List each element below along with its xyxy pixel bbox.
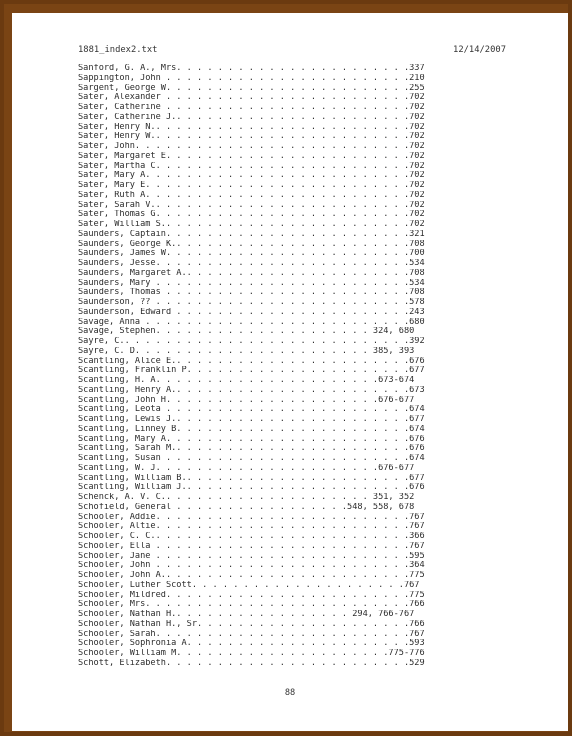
- index-entry: Scantling, Linney B. . . . . . . . . . . . . . . . . . . . . . .674: [78, 424, 425, 434]
- index-entry: Schooler, Luther Scott. . . . . . . . . . . . . . . . . . . . .767: [78, 580, 420, 590]
- index-entry: Sater, Sarah V.. . . . . . . . . . . . . . . . . . . . . . . . .702: [78, 200, 425, 210]
- index-entry: Scantling, Sarah M.. . . . . . . . . . . . . . . . . . . . . . .676: [78, 444, 425, 454]
- index-entry: Saunders, Captain. . . . . . . . . . . . . . . . . . . . . . . .321: [78, 229, 425, 239]
- index-entry: Saunders, James W. . . . . . . . . . . . . . . . . . . . . . . .700: [78, 249, 425, 259]
- index-entry: Schooler, Nathan H., Sr. . . . . . . . . . . . . . . . . . . . .766: [78, 619, 425, 629]
- index-entry: Schooler, William M. . . . . . . . . . . . . . . . . . . . .775-776: [78, 649, 425, 658]
- index-entry: Sater, Catherine . . . . . . . . . . . . . . . . . . . . . . . .702: [78, 103, 425, 112]
- index-entry: Sater, Ruth A. . . . . . . . . . . . . . . . . . . . . . . . . .702: [78, 190, 425, 200]
- index-entry: Scantling, Leota . . . . . . . . . . . . . . . . . . . . . . . .674: [78, 405, 425, 415]
- index-entry: Schooler, Mildred. . . . . . . . . . . . . . . . . . . . . . . .775: [78, 590, 425, 600]
- index-entry: Schooler, Sarah. . . . . . . . . . . . . . . . . . . . . . . . .767: [78, 629, 425, 639]
- index-entry: Schooler, John . . . . . . . . . . . . . . . . . . . . . . . . .364: [78, 561, 425, 571]
- page-number: 88: [284, 688, 296, 698]
- index-entry: Sater, Alexander . . . . . . . . . . . . . . . . . . . . . . . .702: [78, 93, 425, 103]
- index-entry: Schooler, John A.. . . . . . . . . . . . . . . . . . . . . . . .775: [78, 571, 425, 580]
- index-entry: Sater, Henry W.. . . . . . . . . . . . . . . . . . . . . . . . .702: [78, 132, 425, 142]
- index-entry: Sayre, C.. . . . . . . . . . . . . . . . . . . . . . . . . . . .392: [78, 337, 425, 346]
- header-date: 12/14/2007: [453, 45, 506, 55]
- index-entry: Schooler, Nathan H.. . . . . . . . . . . . . . . . . 294, 766-767: [78, 610, 415, 619]
- index-entry: Sater, Catherine J.. . . . . . . . . . . . . . . . . . . . . . .702: [78, 112, 425, 122]
- index-entry: Savage, Stephen. . . . . . . . . . . . . . . . . . . . . 324, 680: [78, 327, 415, 337]
- index-entry: Sater, John. . . . . . . . . . . . . . . . . . . . . . . . . . .702: [78, 142, 425, 151]
- index-entry: Scantling, Henry A.. . . . . . . . . . . . . . . . . . . . . . .673: [78, 385, 425, 395]
- index-entry: Sanford, G. A., Mrs. . . . . . . . . . . . . . . . . . . . . . .337: [78, 64, 425, 73]
- index-entry: Scantling, William J.. . . . . . . . . . . . . . . . . . . . . .676: [78, 483, 425, 493]
- index-entry: Saunders, Margaret A.. . . . . . . . . . . . . . . . . . . . . .708: [78, 268, 425, 278]
- page-header: [78, 45, 506, 55]
- header-filename: 1881_index2.txt: [78, 45, 158, 55]
- index-entry: Schooler, Sophronia A. . . . . . . . . . . . . . . . . . . . . .593: [78, 639, 425, 649]
- index-entry: Saunders, George K.. . . . . . . . . . . . . . . . . . . . . . .708: [78, 239, 425, 249]
- index-entry: Scantling, Mary A. . . . . . . . . . . . . . . . . . . . . . . .676: [78, 434, 425, 444]
- index-entry: Saunderson, Edward . . . . . . . . . . . . . . . . . . . . . . .243: [78, 307, 425, 317]
- index-entry: Schott, Elizabeth. . . . . . . . . . . . . . . . . . . . . . . .529: [78, 658, 425, 668]
- index-entry: Schooler, Ella . . . . . . . . . . . . . . . . . . . . . . . . .767: [78, 541, 425, 551]
- index-entry: Sater, William S.. . . . . . . . . . . . . . . . . . . . . . . .702: [78, 220, 425, 229]
- index-entry: Scantling, William B.. . . . . . . . . . . . . . . . . . . . . .677: [78, 473, 425, 483]
- index-entry: Sater, Margaret E. . . . . . . . . . . . . . . . . . . . . . . .702: [78, 151, 425, 161]
- index-entry: Saunders, Mary . . . . . . . . . . . . . . . . . . . . . . . . .534: [78, 278, 425, 288]
- index-entry: Scantling, Franklin P. . . . . . . . . . . . . . . . . . . . . .677: [78, 366, 425, 376]
- index-entry: Schooler, Mrs. . . . . . . . . . . . . . . . . . . . . . . . . .766: [78, 600, 425, 610]
- index-entry: Scantling, H. A. . . . . . . . . . . . . . . . . . . . . .673-674: [78, 376, 415, 385]
- index-entry: Sater, Martha C. . . . . . . . . . . . . . . . . . . . . . . . .702: [78, 161, 425, 171]
- index-entry: Schooler, Addie. . . . . . . . . . . . . . . . . . . . . . . . .767: [78, 512, 425, 522]
- index-entry: Sater, Mary E. . . . . . . . . . . . . . . . . . . . . . . . . .702: [78, 181, 425, 190]
- document-frame: [4, 4, 568, 732]
- index-entry: Sayre, C. D. . . . . . . . . . . . . . . . . . . . . . . 385, 393: [78, 346, 415, 356]
- index-entries-list: [78, 64, 440, 669]
- index-entry: Scantling, Lewis J.. . . . . . . . . . . . . . . . . . . . . . .677: [78, 415, 425, 424]
- index-entry: Schooler, Jane . . . . . . . . . . . . . . . . . . . . . . . . .595: [78, 551, 425, 561]
- index-entry: Sater, Mary A. . . . . . . . . . . . . . . . . . . . . . . . . .702: [78, 171, 425, 181]
- index-entry: Sater, Thomas G. . . . . . . . . . . . . . . . . . . . . . . . .702: [78, 210, 425, 220]
- index-entry: Schooler, C. C.. . . . . . . . . . . . . . . . . . . . . . . . .366: [78, 532, 425, 541]
- index-entry: Scantling, Susan . . . . . . . . . . . . . . . . . . . . . . . .674: [78, 454, 425, 463]
- index-entry: Saunderson, ?? . . . . . . . . . . . . . . . . . . . . . . . . .578: [78, 298, 425, 307]
- index-entry: Saunders, Thomas . . . . . . . . . . . . . . . . . . . . . . . .708: [78, 288, 425, 298]
- index-entry: Scantling, Alice E.. . . . . . . . . . . . . . . . . . . . . . .676: [78, 356, 425, 366]
- index-entry: Schofield, General . . . . . . . . . . . . . . . . .548, 558, 678: [78, 502, 415, 512]
- index-entry: Scantling, John H. . . . . . . . . . . . . . . . . . . . .676-677: [78, 395, 415, 405]
- index-entry: Schenck, A. V. C.. . . . . . . . . . . . . . . . . . . . 351, 352: [78, 493, 415, 502]
- index-entry: Scantling, W. J. . . . . . . . . . . . . . . . . . . . . .676-677: [78, 463, 415, 473]
- index-entry: Saunders, Jesse. . . . . . . . . . . . . . . . . . . . . . . . .534: [78, 259, 425, 268]
- index-entry: Sargent, George W. . . . . . . . . . . . . . . . . . . . . . . .255: [78, 83, 425, 93]
- index-entry: Savage, Anna . . . . . . . . . . . . . . . . . . . . . . . . . .680: [78, 317, 425, 327]
- index-entry: Schooler, Altie. . . . . . . . . . . . . . . . . . . . . . . . .767: [78, 522, 425, 532]
- document-page: [12, 13, 568, 731]
- index-entry: Sater, Henry N.. . . . . . . . . . . . . . . . . . . . . . . . .702: [78, 122, 425, 132]
- index-entry: Sappington, John . . . . . . . . . . . . . . . . . . . . . . . .210: [78, 73, 425, 83]
